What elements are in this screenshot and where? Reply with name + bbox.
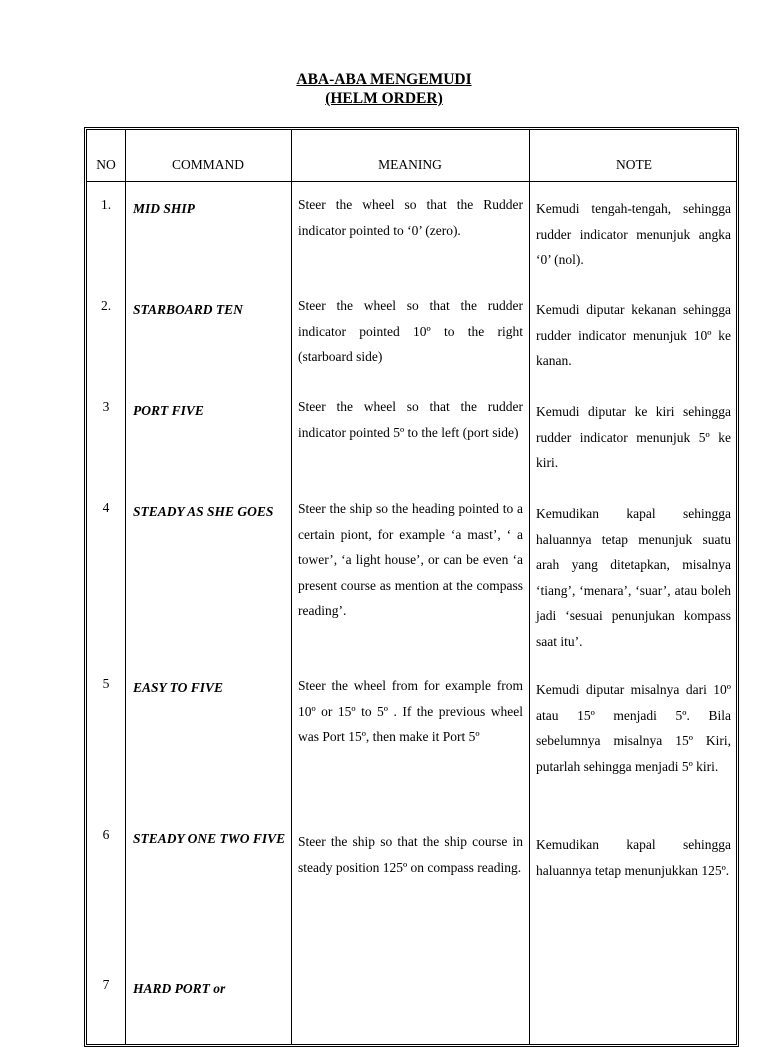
row-meaning: Steer the wheel so that the rudder indicator pointed 10º to the right (starboard side) <box>298 298 523 364</box>
row-command: STEADY ONE TWO FIVE <box>133 831 286 846</box>
row-meaning: Steer the wheel so that the Rudder indicator pointed to ‘0’ (zero). <box>298 197 523 238</box>
row-note: Kemudikan kapal sehingga haluannya tetap menunjukkan 125º. <box>536 837 731 878</box>
header-divider <box>87 181 736 182</box>
row-note: Kemudi tengah-tengah, sehingga rudder indicator menunjuk angka ‘0’ (nol). <box>536 201 731 267</box>
row-no: 7 <box>102 977 110 992</box>
row-no: 1. <box>100 197 112 212</box>
column-divider <box>291 130 292 1044</box>
column-divider <box>529 130 530 1044</box>
row-note: Kemudikan kapal sehingga haluannya tetap menunjuk suatu arah yang ditetapkan, misalnya ‘tiang’, ‘menara’, ‘suar’, atau boleh jadi ‘sesuai penunjukan kompass saat itu’. <box>536 506 731 649</box>
row-no: 3 <box>102 399 110 414</box>
title-line-2: (HELM ORDER) <box>325 90 443 107</box>
header-no: NO <box>96 157 116 172</box>
header-meaning: MEANING <box>378 157 442 172</box>
row-command: PORT FIVE <box>133 403 204 418</box>
row-command: EASY TO FIVE <box>133 680 224 695</box>
row-meaning: Steer the wheel so that the rudder indicator pointed 5º to the left (port side) <box>298 399 523 440</box>
row-command: HARD PORT or <box>133 981 226 996</box>
row-note: Kemudi diputar kekanan sehingga rudder indicator menunjuk 10º ke kanan. <box>536 302 731 368</box>
row-note: Kemudi diputar ke kiri sehingga rudder indicator menunjuk 5º ke kiri. <box>536 404 731 470</box>
row-no: 2. <box>100 298 112 313</box>
header-note: NOTE <box>616 157 652 172</box>
row-no: 5 <box>102 676 110 691</box>
row-meaning: Steer the ship so that the ship course in steady position 125º on compass reading. <box>298 834 523 875</box>
row-command: STARBOARD TEN <box>133 302 243 317</box>
row-no: 6 <box>102 827 110 842</box>
title-line-1: ABA-ABA MENGEMUDI <box>296 71 472 88</box>
header-command: COMMAND <box>171 157 244 172</box>
row-note: Kemudi diputar misalnya dari 10º atau 15º menjadi 5º. Bila sebelumnya misalnya 15º Kiri, putarlah sehingga menjadi 5º kiri. <box>536 682 731 774</box>
row-meaning: Steer the wheel from for example from 10º or 15º to 5º . If the previous wheel was Port 15º, then make it Port 5º <box>298 678 523 744</box>
row-meaning: Steer the ship so the heading pointed to a certain piont, for example ‘a mast’, ‘ a tower’, ‘a light house’, or can be even ‘a present course as mention at the compass reading’. <box>298 501 523 618</box>
helm-order-table <box>84 127 739 1047</box>
row-no: 4 <box>102 500 110 515</box>
row-command: STEADY AS SHE GOES <box>133 504 274 519</box>
document-title <box>0 70 768 108</box>
row-command: MID SHIP <box>133 201 195 216</box>
column-divider <box>125 130 126 1044</box>
